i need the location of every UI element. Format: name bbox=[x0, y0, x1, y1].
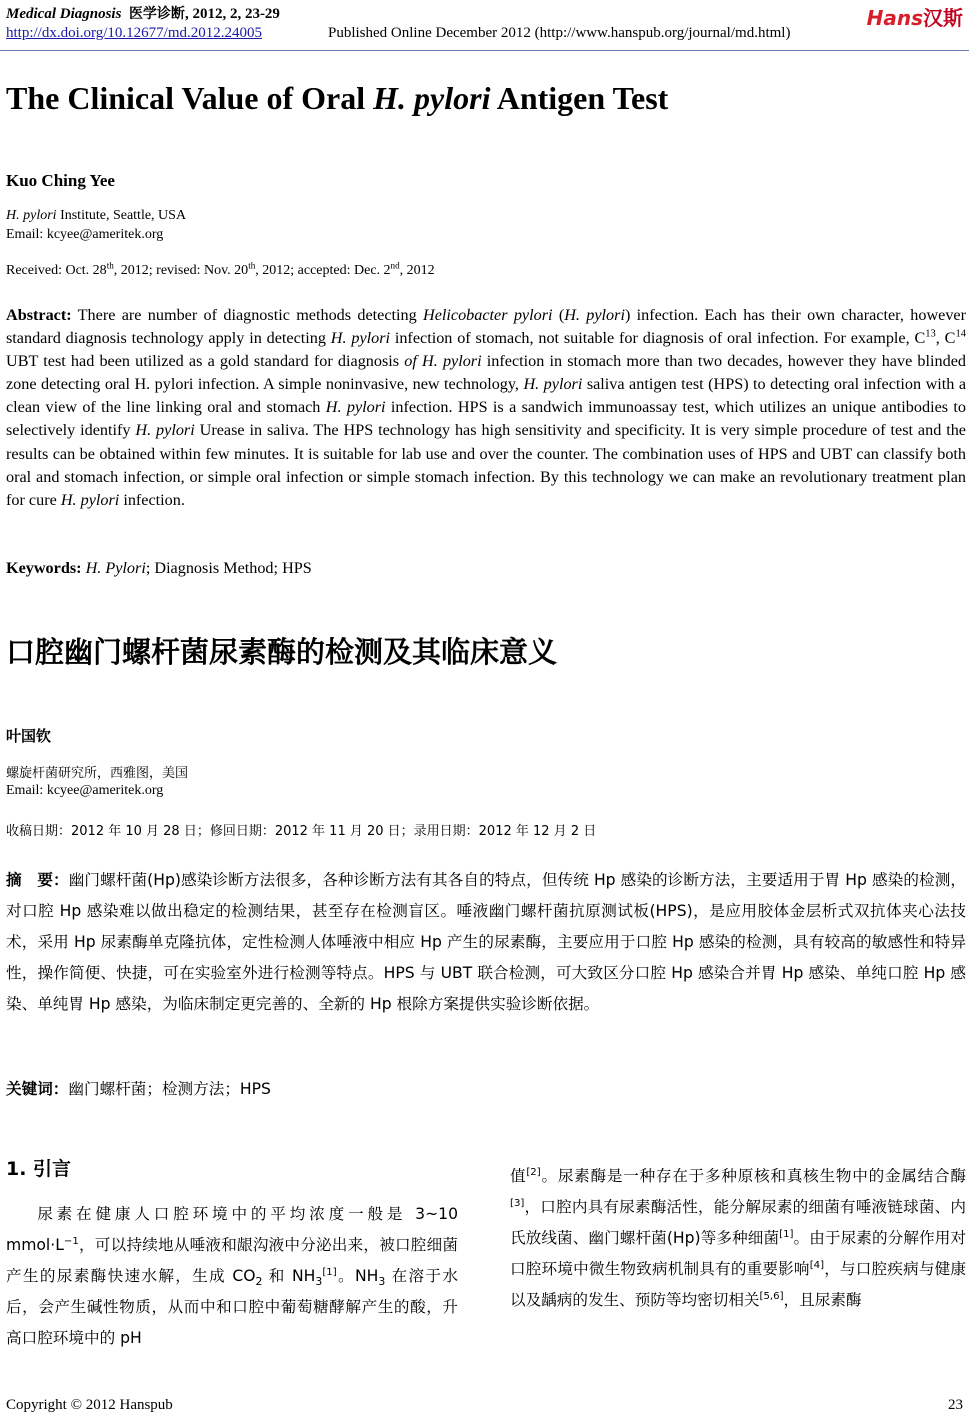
author-email: Email: kcyee@ameritek.org bbox=[6, 227, 164, 242]
journal-header bbox=[6, 3, 280, 23]
citation: [4] bbox=[809, 1259, 825, 1271]
abstract-label-cn: 摘 要： bbox=[6, 871, 69, 889]
doi-link[interactable]: http://dx.doi.org/10.12677/md.2012.24005 bbox=[6, 25, 262, 41]
keywords-cn bbox=[6, 1077, 271, 1099]
abstract-text-cn: 幽门螺杆菌(Hp)感染诊断方法很多，各种诊断方法有其各自的特点，但传统 Hp 感染的诊断方法，主要适用于胃 Hp 感染的检测，对口腔 Hp 感染难以做出稳定的检测结果，甚至存在检测盲区。唾液幽门螺杆菌抗原测试板(HPS)，是应用胶体金层析式双抗体夹心法技术，采用 Hp 尿素酶单克隆抗体，定性检测人体唾液中相应 Hp 产生的尿素酶，主要应用于口腔 Hp 感染的检测，具有较高的敏感性和特异性，操作简便、快捷，可在实验室外进行检测等特点。HPS 与 UBT 联合检测，可大致区分口腔 Hp 感染合并胃 Hp 感染、单纯口腔 Hp 感染、单纯胃 Hp 感染，为临床制定更完善的、全新的 Hp 根除方案提供实验诊断依据。 bbox=[6, 871, 966, 1013]
affiliation-cn: 螺旋杆菌研究所，西雅图，美国 bbox=[6, 766, 189, 781]
body-column-left: 尿素在健康人口腔环境中的平均浓度一般是 3~10 $mmol\cdot L^{-1}$，可以持续地从唾液和龈沟液中分泌出来，被口腔细菌产生的尿素酶快速水解，生成 $CO_2$ 和 $NH_3[1]$。$NH_3$ 在溶于水后，会产生碱性物质，从而中和口腔中葡萄糖酵解产生的酸，升高口腔环境中的 pH bbox=[6, 1205, 458, 1347]
keywords-label-cn: 关键词： bbox=[6, 1080, 69, 1098]
abstract-label: Abstract: bbox=[6, 306, 72, 324]
keywords: Keywords: H. Pylori; Diagnosis Method; HPS bbox=[6, 559, 312, 577]
journal-name-cn: 医学诊断 bbox=[128, 6, 185, 22]
abstract-cn bbox=[6, 865, 966, 1020]
citation: [2] bbox=[526, 1166, 541, 1178]
received-dates-cn: 收稿日期：2012 年 10 月 28 日；修回日期：2012 年 11 月 20 日；录用日期：2012 年 12 月 2 日 bbox=[6, 824, 597, 839]
citation: [1] bbox=[322, 1266, 337, 1278]
paper-title-cn: 口腔幽门螺杆菌尿素酶的检测及其临床意义 bbox=[6, 635, 558, 669]
citation: [1] bbox=[779, 1228, 794, 1240]
author-name-cn: 叶国钦 bbox=[6, 727, 52, 745]
hans-logo bbox=[867, 2, 963, 31]
paper-title bbox=[6, 80, 668, 117]
body-column-right: 值[2]。尿素酶是一种存在于多种原核和真核生物中的金属结合酶[3]，口腔内具有尿素酶活性，能分解尿素的细菌有唾液链球菌、内氏放线菌、幽门螺杆菌(Hp)等多种细菌[1]。由于尿素的分解作用对口腔环境中微生物致病机制具有的重要影响[4]，与口腔疾病与健康以及龋病的发生、预防等均密切相关[5,6]，且尿素酶 bbox=[510, 1166, 966, 1309]
page-number: 23 bbox=[948, 1397, 963, 1413]
affiliation-italic: H. pylori bbox=[6, 208, 57, 223]
title-part: Antigen Test bbox=[490, 80, 669, 116]
title-part: The Clinical Value of Oral bbox=[6, 80, 374, 116]
logo-en: Hans bbox=[866, 6, 923, 30]
citation: [5,6] bbox=[759, 1290, 784, 1302]
header-divider bbox=[0, 50, 969, 51]
published-online: Published Online December 2012 (http://www.hanspub.org/journal/md.html) bbox=[328, 25, 791, 41]
keywords-label: Keywords: bbox=[6, 559, 82, 577]
keywords-text-cn: 幽门螺杆菌；检测方法；HPS bbox=[68, 1080, 271, 1098]
citation: [3] bbox=[510, 1197, 525, 1209]
abstract: Abstract: There are number of diagnostic methods detecting Helicobacter pylori (H. pylori) infection. Each has their own character, however standard diagnosis technology apply in detecting H. pylori infection of stomach, not suitable for diagnosis of oral infection. For example, $C^{13}$, $C^{14}$ UBT test had been utilized as a gold standard for diagnosis of H. pylori infection in stomach more than two decades, however they have blinded zone detecting oral H. pylori infection. A simple noninvasive, new technology, H. pylori saliva antigen test (HPS) to detecting oral infection with a clean view of the line linking oral and stomach H. pylori infection. HPS is a sandwich immunoassay test, which utilizes an unique antibodies to selectively identify H. pylori Urease in saliva. The HPS technology has high sensitivity and specificity. It is very simple procedure of test and the results can be obtained within few minutes. It is suitable for lab use and over the counter. The combination uses of HPS and UBT can classify both oral and stomach infection, or simple oral infection or simple stomach infection. By this technology we can make an revolutionary treatment plan for cure H. pylori infection. bbox=[6, 306, 967, 509]
logo-cn: 汉斯 bbox=[923, 6, 963, 30]
author-name: Kuo Ching Yee bbox=[6, 171, 115, 190]
affiliation-rest: Institute, Seattle, USA bbox=[56, 208, 187, 223]
received-dates: Received: Oct. 28th, 2012; revised: Nov. 20th, 2012; accepted: Dec. 2nd, 2012 bbox=[6, 260, 435, 278]
affiliation bbox=[6, 208, 186, 224]
section-heading: 1. 引言 bbox=[6, 1158, 72, 1180]
copyright: Copyright © 2012 Hanspub bbox=[6, 1397, 173, 1413]
title-italic: H. pylori bbox=[373, 80, 491, 116]
author-email-cn: Email: kcyee@ameritek.org bbox=[6, 783, 164, 798]
journal-volume: , 2012, 2, 23-29 bbox=[184, 6, 280, 22]
journal-name: Medical Diagnosis bbox=[6, 6, 122, 22]
